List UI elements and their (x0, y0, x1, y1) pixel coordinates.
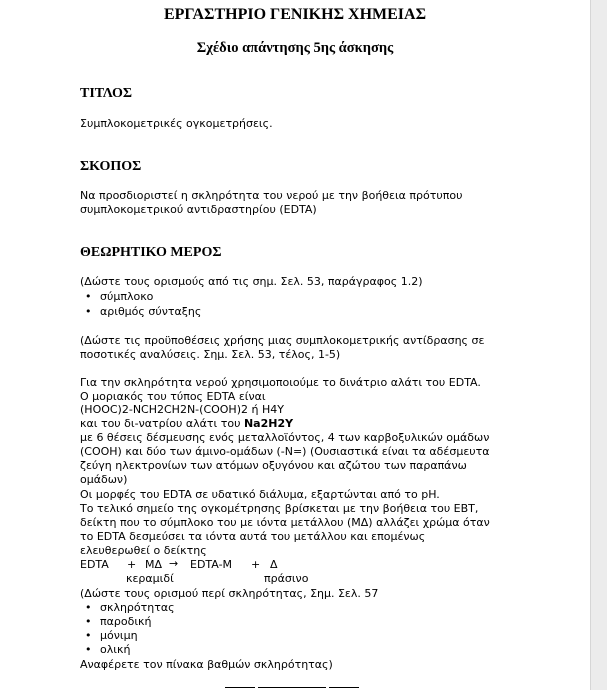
theory-note-3: (Δώστε τους ορισμού περί σκληρότητας, Σημ. Σελ. 57 (80, 587, 379, 600)
list-item: • μόνιμη (100, 629, 138, 643)
sodium-salt-formula: Na2H2Y (243, 417, 294, 430)
theory-paragraph-line (80, 417, 293, 432)
theory-paragraph-line: ομάδων) (80, 473, 128, 486)
document-subtitle: Σχέδιο απάντησης 5ης άσκησης (196, 40, 394, 56)
list-item: • σκληρότητας (100, 601, 175, 615)
list-item: • αριθμός σύνταξης (100, 305, 201, 319)
theory-paragraph-line: Το τελικό σημείο της ογκομέτρησης βρίσκεται με την βοήθεια του ΕΒΤ, (80, 502, 479, 515)
theory-paragraph-line: Οι μορφές του EDTA σε υδατικό διάλυμα, εξαρτώνται από το pH. (80, 488, 440, 501)
reaction-indicator: Δ (270, 558, 278, 571)
reaction-edta: EDTA (80, 558, 109, 571)
reaction-edta-metal: EDTA-M (190, 558, 233, 571)
goal-heading: ΣΚΟΠΟΣ (80, 159, 142, 174)
theory-paragraph-line: Ο μοριακός του τύπος EDTA είναι (80, 390, 266, 403)
reaction-plus-2: + (251, 558, 261, 571)
title-text: Συμπλοκομετρικές ογκομετρήσεις. (80, 117, 273, 130)
footer-rule (329, 687, 359, 688)
theory-paragraph-line: Για την σκληρότητα νερού χρησιμοποιούμε το δινάτριο αλάτι του EDTA. (80, 376, 481, 389)
theory-paragraph-line: το EDTA δεσμεύσει τα ιόντα αυτά του μετάλλου και επομένως (80, 530, 426, 543)
document-title: ΕΡΓΑΣΤΗΡΙΟ ΓΕΝΙΚΗΣ ΧΗΜΕΙΑΣ (163, 6, 427, 23)
theory-paragraph-line: με 6 θέσεις δέσμευσης ενός μεταλλοϊόντος, 4 των καρβοξυλικών ομάδων (80, 431, 490, 444)
reaction-color-label-2: πράσινο (264, 572, 309, 585)
theory-closing: Αναφέρετε τον πίνακα βαθμών σκληρότητας) (80, 658, 333, 671)
theory-paragraph-line: δείκτη που το σύμπλοκο του με ιόντα μετάλλου (ΜΔ) αλλάζει χρώμα όταν (80, 516, 490, 529)
theory-paragraph-line: (COOH) και δύο των άμινο-ομάδων (-Ν=) (Ουσιαστικά είναι τα αδέσμευτα (80, 445, 490, 458)
footer-rule (225, 687, 255, 688)
theory-note-2-line-2: ποσοτικές αναλύσεις. Σημ. Σελ. 53, τέλος, 1-5) (80, 348, 341, 361)
reaction-arrow-icon: → (169, 557, 179, 570)
goal-line-2: συμπλοκομετρικού αντιδραστηρίου (EDTA) (80, 203, 317, 216)
list-item: • σύμπλοκο (100, 290, 153, 304)
sodium-salt-text: και του δι-νατρίου αλάτι του (80, 417, 244, 430)
list-item: • παροδική (100, 615, 152, 629)
theory-paragraph-line: ελευθερωθεί ο δείκτης (80, 544, 207, 557)
reaction-metal-indicator: ΜΔ (145, 558, 163, 571)
reaction-color-label-1: κεραμιδί (126, 572, 174, 585)
goal-line-1: Να προσδιοριστεί η σκληρότητα του νερού με την βοήθεια πρότυπου (80, 189, 463, 202)
list-item: • ολική (100, 643, 130, 657)
vertical-scrollbar[interactable] (590, 0, 607, 690)
footer-rule (258, 687, 326, 688)
edta-formula: (HOOC)2-NCH2CH2N-(COOH)2 ή H4Y (80, 403, 284, 416)
theory-paragraph-line: ζεύγη ηλεκτρονίων των ατόμων οξυγόνου και αζώτου των παραπάνω (80, 459, 467, 472)
reaction-plus-1: + (127, 558, 137, 571)
title-heading: ΤΙΤΛΟΣ (80, 86, 133, 101)
theory-heading: ΘΕΩΡΗΤΙΚΟ ΜΕΡΟΣ (80, 245, 222, 260)
theory-note-2-line-1: (Δώστε τις προϋποθέσεις χρήσης μιας συμπλοκομετρικής αντίδρασης σε (80, 334, 485, 347)
theory-note-1: (Δώστε τους ορισμούς από τις σημ. Σελ. 53, παράγραφος 1.2) (80, 275, 423, 288)
